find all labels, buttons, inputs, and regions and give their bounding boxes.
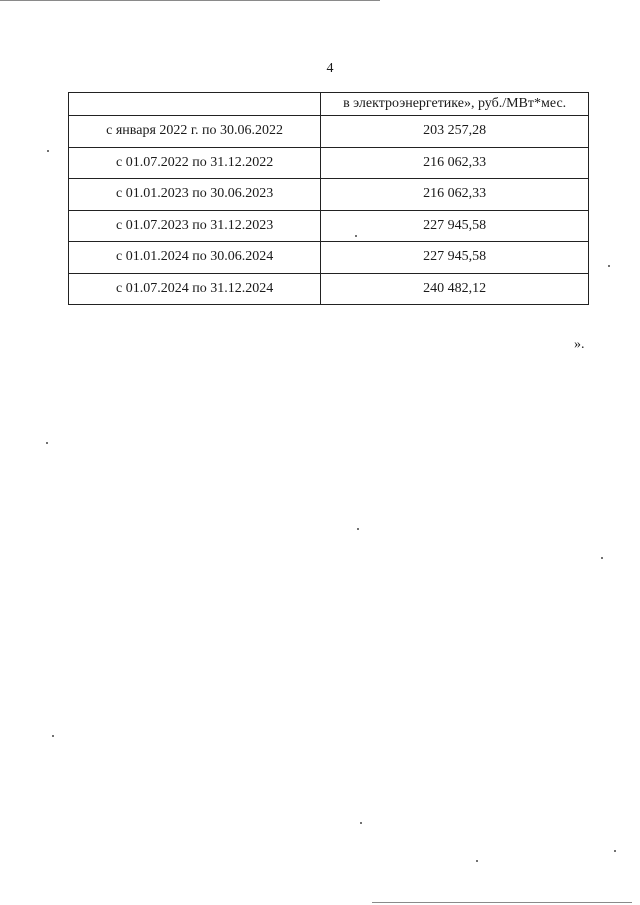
- header-value-cell: в электроэнергетике», руб./МВт*мес.: [321, 93, 589, 116]
- value-cell: 240 482,12: [321, 273, 589, 305]
- scan-bottom-edge: [372, 902, 632, 903]
- value-cell: 203 257,28: [321, 116, 589, 148]
- scan-speck: [608, 265, 610, 267]
- value-cell: 227 945,58: [321, 210, 589, 242]
- value-cell: 216 062,33: [321, 179, 589, 211]
- value-cell: 216 062,33: [321, 147, 589, 179]
- table-row: [69, 179, 589, 211]
- scan-speck: [355, 235, 357, 237]
- table-row: [69, 210, 589, 242]
- period-cell: с 01.07.2024 по 31.12.2024: [69, 273, 321, 305]
- table-row: [69, 147, 589, 179]
- value-cell: 227 945,58: [321, 242, 589, 274]
- closing-quote-mark: ».: [574, 337, 585, 352]
- table-row: [69, 116, 589, 148]
- scan-speck: [601, 557, 603, 559]
- period-cell: с января 2022 г. по 30.06.2022: [69, 116, 321, 148]
- scan-top-edge: [0, 0, 380, 1]
- scan-speck: [47, 150, 49, 152]
- scan-speck: [360, 822, 362, 824]
- page-number: 4: [326, 61, 334, 76]
- scan-speck: [46, 442, 48, 444]
- table-row: [69, 273, 589, 305]
- period-cell: с 01.01.2023 по 30.06.2023: [69, 179, 321, 211]
- scan-speck: [357, 528, 359, 530]
- scan-speck: [614, 850, 616, 852]
- table-row: [69, 242, 589, 274]
- header-period-cell: [69, 93, 321, 116]
- period-cell: с 01.07.2023 по 31.12.2023: [69, 210, 321, 242]
- period-cell: с 01.01.2024 по 30.06.2024: [69, 242, 321, 274]
- scan-speck: [52, 735, 54, 737]
- tariff-table: [68, 92, 589, 305]
- scan-speck: [476, 860, 478, 862]
- period-cell: с 01.07.2022 по 31.12.2022: [69, 147, 321, 179]
- table-header-row: [69, 93, 589, 116]
